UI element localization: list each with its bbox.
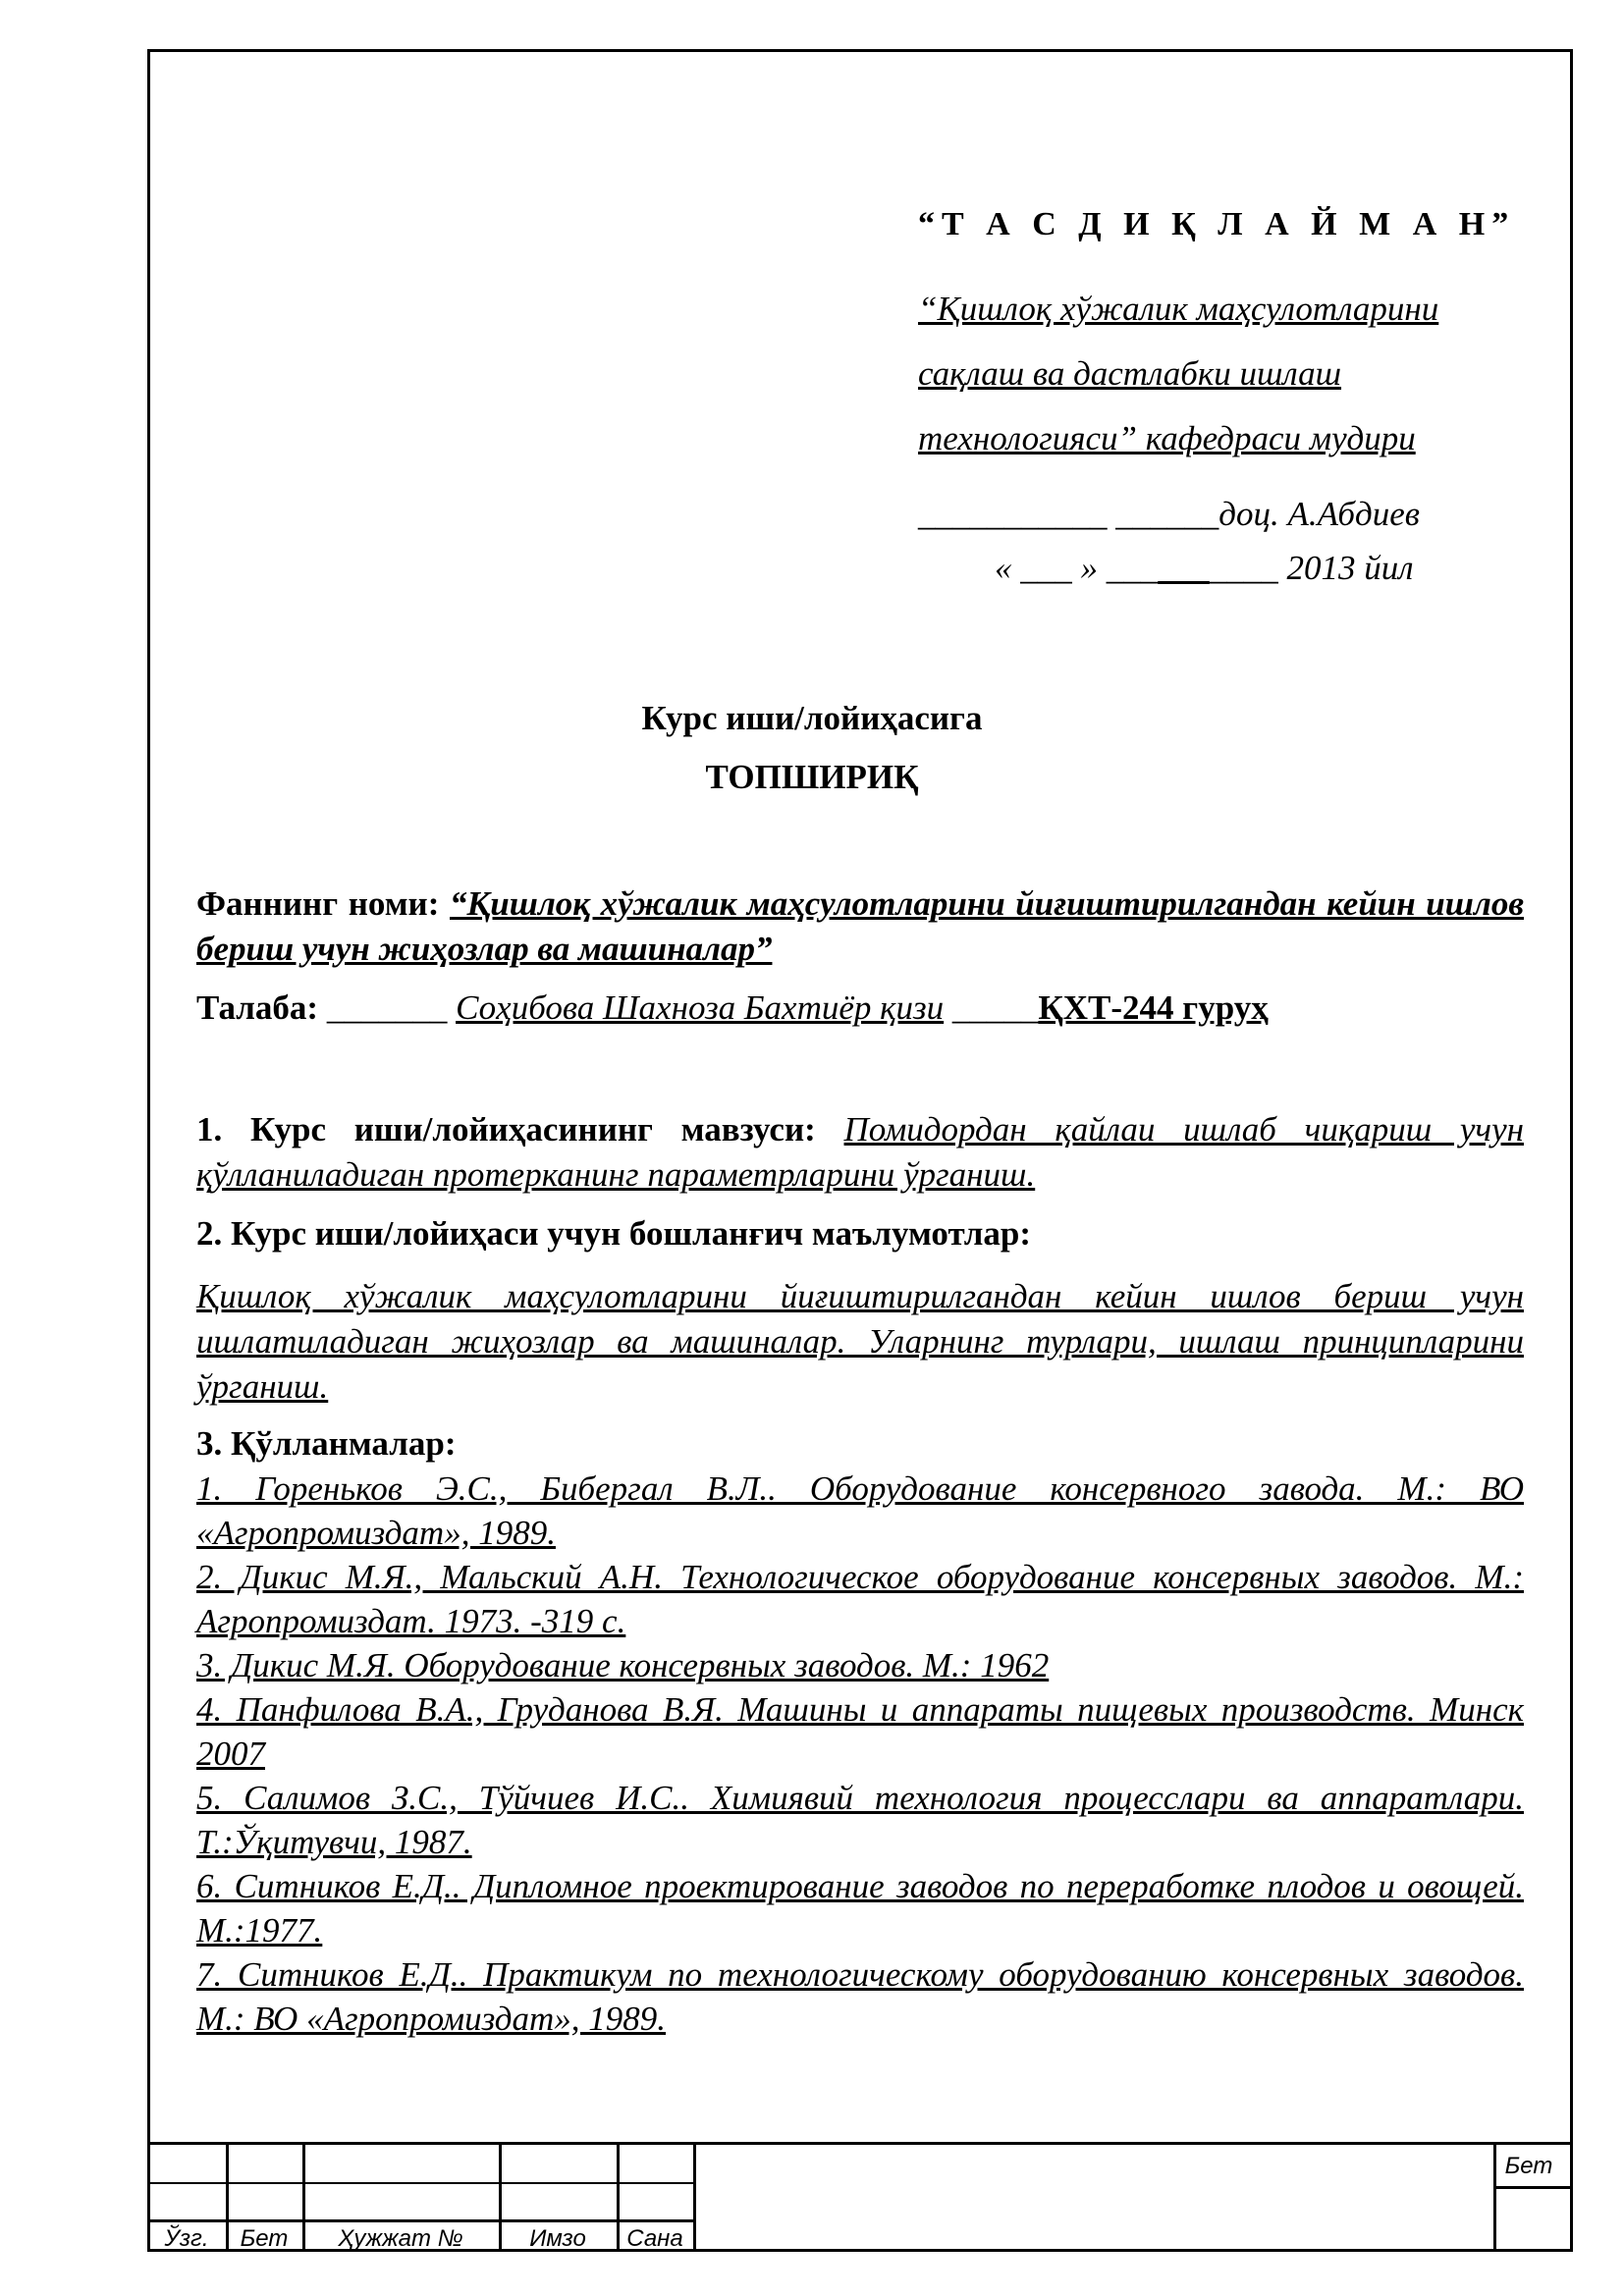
signature-blank: ___________ ______ (918, 495, 1219, 533)
stamp-col-document: Ҳужжат № (338, 2225, 463, 2252)
section-initial-data-text: Қишлоқ хўжалик маҳсулотларини йиғиштирилгандан кейин ишлов бериш учун ишлатиладиган жиҳозлар ва машиналар. Уларнинг турлари, ишлаш принципларини ўрганиш. (196, 1277, 1524, 1406)
subject-value: “Қишлоқ хўжалик маҳсулотларини йиғиштирилгандан кейин ишлов бериш учун жиҳозлар ва машиналар” (196, 884, 1525, 968)
subject-field (196, 881, 1524, 972)
approval-line: “Қишлоқ хўжалик маҳсулотларини (918, 290, 1439, 328)
section-topic (196, 1107, 1524, 1198)
approval-title: “Т А С Д И Қ Л А Й М А Н” (918, 206, 1516, 242)
reference-item: 2. Дикис М.Я., Мальский А.Н. Технологическое оборудование консервных заводов. М.: Агропромиздат. 1973. -319 с. (196, 1558, 1524, 1640)
document-title: ТОПШИРИҚ (705, 758, 919, 796)
signature-line (918, 485, 1546, 544)
approval-line: сақлаш ва дастлабки ишлаш (918, 354, 1342, 393)
student-blank: _______ (326, 988, 448, 1027)
date-year: ____ 2013 йил (1209, 549, 1414, 587)
title-block (147, 2142, 1573, 2252)
reference-item: 7. Ситников Е.Д.. Практикум по технологическому оборудованию консервных заводов. М.: ВО «Агропромиздат», 1989. (196, 1955, 1524, 2038)
student-label: Талаба: (196, 988, 319, 1027)
section-initial-data-label: 2. Курс иши/лойиҳаси учун бошланғич маълумотлар: (196, 1214, 1032, 1253)
approval-line: технологияси” кафедраси мудири (918, 419, 1416, 457)
stamp-col-page: Бет (240, 2225, 289, 2252)
stamp-row-line (147, 2219, 693, 2222)
stamp-divider (693, 2145, 696, 2252)
reference-item: 6. Ситников Е.Д.. Дипломное проектирование заводов по переработке плодов и овощей. М.:1977. (196, 1867, 1524, 1949)
section-topic-value: Помидордан қайлаи ишлаб чиқариш учун қўлланиладиган протерканинг параметрларини ўрганиш. (196, 1110, 1524, 1194)
stamp-row-line (147, 2182, 693, 2184)
student-field (196, 984, 1524, 1033)
stamp-col-signature: Имзо (529, 2225, 586, 2252)
signer-name: доц. А.Абдиев (1218, 495, 1420, 533)
reference-item: 4. Панфилова В.А., Груданова В.Я. Машины и аппараты пищевых производств. Минск 2007 (196, 1690, 1524, 1773)
date-prefix: « ___ » ___ (995, 549, 1159, 587)
approval-block (918, 206, 1546, 593)
subject-label: Фаннинг номи: (196, 884, 450, 923)
student-name: Соҳибова Шахноза Бахтиёр қизи (456, 988, 945, 1027)
reference-item: 1. Гореньков Э.С., Бибергал В.Л.. Оборудование консервного завода. М.: ВО «Агропромиздат», 1989. (196, 1469, 1524, 1552)
date-month-blank: ___ (1158, 549, 1210, 587)
references-list (196, 1467, 1524, 2041)
stamp-col-change: Ўзг. (164, 2225, 209, 2252)
reference-item: 5. Салимов З.С., Тўйчиев И.С.. Химиявий технология процесслари ва аппаратлари. Т.:Ўқитувчи, 1987. (196, 1779, 1524, 1861)
student-group: ҚХТ-244 гуруҳ (1038, 988, 1269, 1027)
date-line (918, 544, 1546, 593)
page-number-divider (1496, 2186, 1573, 2189)
document-heading: Курс иши/лойиҳасига (641, 699, 983, 737)
page-number-label: Бет (1504, 2153, 1553, 2179)
reference-item: 3. Дикис М.Я. Оборудование консервных заводов. М.: 1962 (196, 1646, 1050, 1684)
section-references-label: 3. Қўлланмалар: (196, 1424, 457, 1463)
stamp-col-date: Сана (626, 2225, 683, 2252)
group-blank: _____ (951, 988, 1039, 1027)
section-topic-label: 1. Курс иши/лойиҳасининг мавзуси: (196, 1110, 844, 1148)
